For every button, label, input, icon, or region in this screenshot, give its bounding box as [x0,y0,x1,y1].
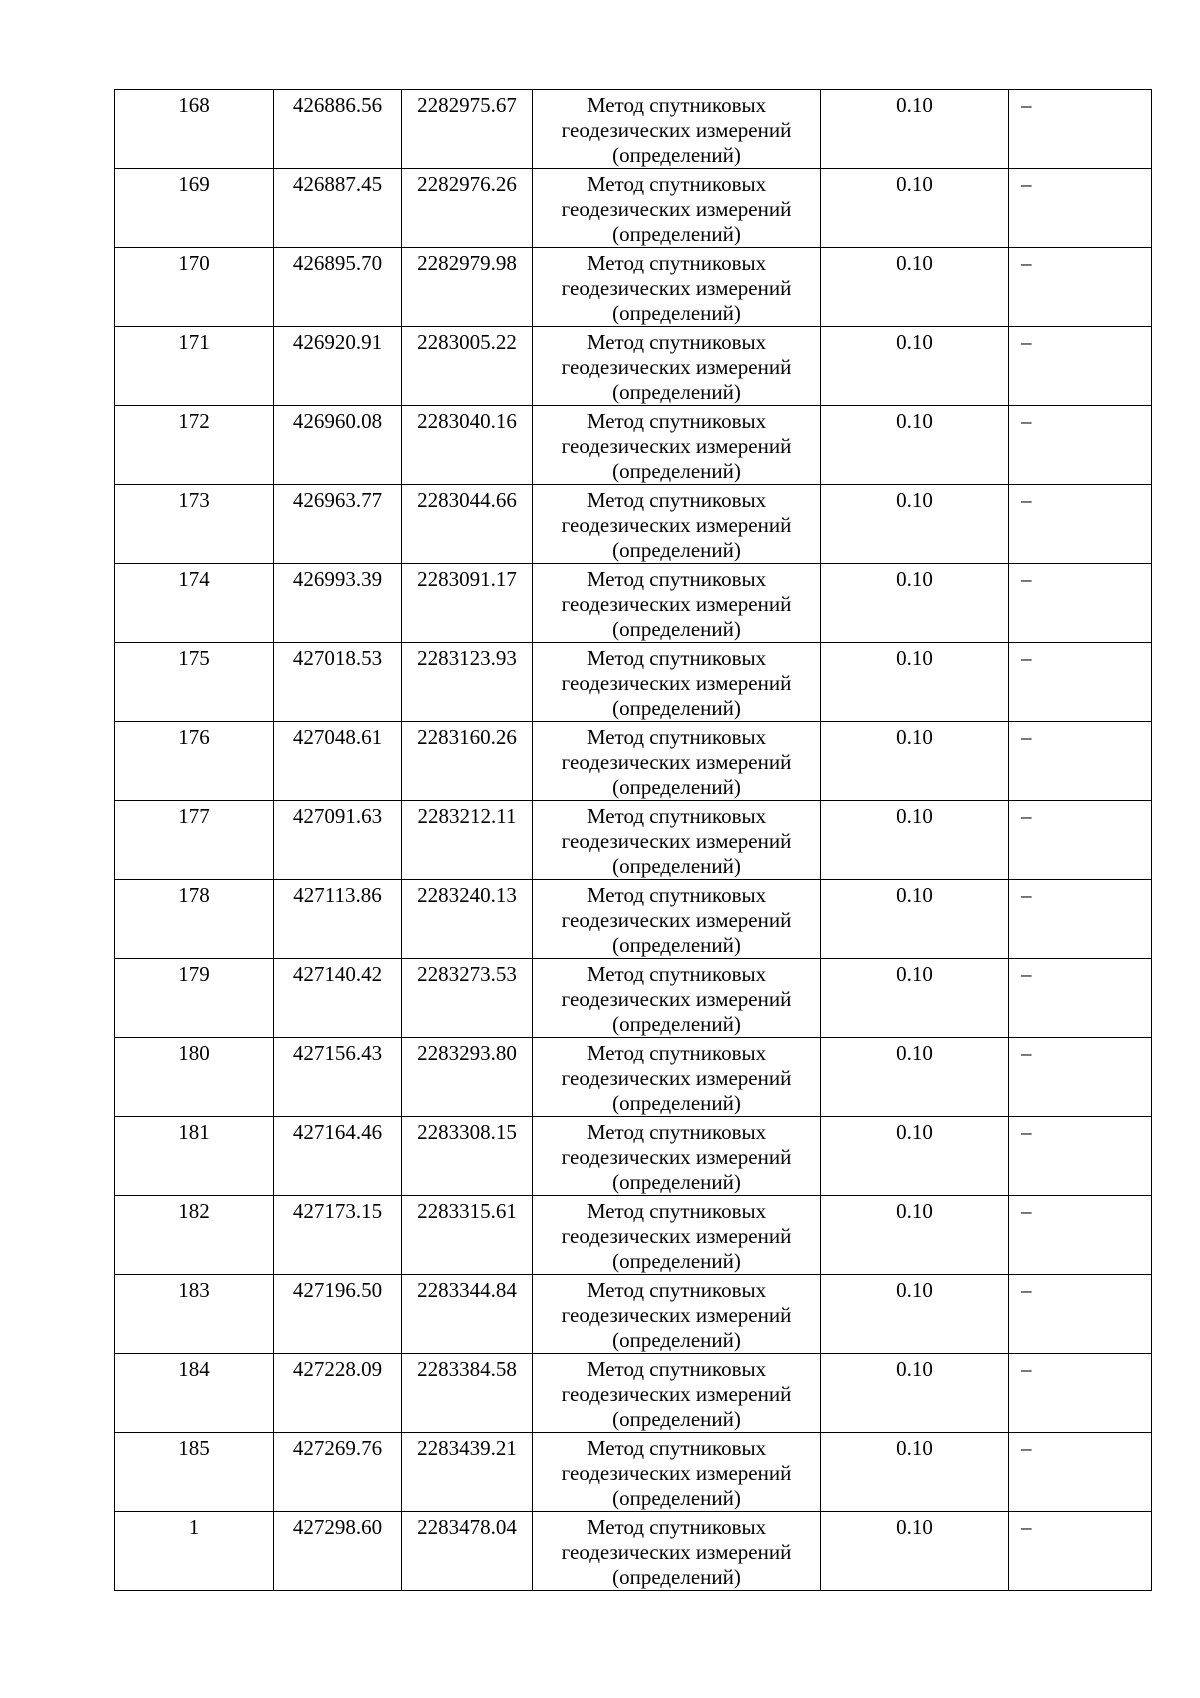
note-cell: – [1009,643,1152,722]
point-number-cell: 176 [115,722,274,801]
point-number-cell: 174 [115,564,274,643]
y-coordinate-cell: 2283240.13 [402,880,533,959]
accuracy-cell: 0.10 [821,1354,1009,1433]
method-cell: Метод спутниковых геодезических измерений (определений) [533,959,821,1038]
y-coordinate-cell: 2283212.11 [402,801,533,880]
y-coordinate-cell: 2283040.16 [402,406,533,485]
x-coordinate-cell: 427048.61 [274,722,402,801]
x-coordinate-cell: 427228.09 [274,1354,402,1433]
y-coordinate-cell: 2283273.53 [402,959,533,1038]
y-coordinate-cell: 2283160.26 [402,722,533,801]
method-cell: Метод спутниковых геодезических измерений (определений) [533,1196,821,1275]
note-cell: – [1009,564,1152,643]
coordinates-table-body [115,90,1152,1591]
point-number-cell: 184 [115,1354,274,1433]
point-number-cell: 185 [115,1433,274,1512]
method-cell: Метод спутниковых геодезических измерений (определений) [533,90,821,169]
point-number-cell: 183 [115,1275,274,1354]
y-coordinate-cell: 2283091.17 [402,564,533,643]
note-cell: – [1009,722,1152,801]
y-coordinate-cell: 2283384.58 [402,1354,533,1433]
point-number-cell: 1 [115,1512,274,1591]
method-cell: Метод спутниковых геодезических измерений (определений) [533,1038,821,1117]
table-row [115,959,1152,1038]
point-number-cell: 175 [115,643,274,722]
x-coordinate-cell: 427173.15 [274,1196,402,1275]
method-cell: Метод спутниковых геодезических измерений (определений) [533,801,821,880]
point-number-cell: 169 [115,169,274,248]
note-cell: – [1009,327,1152,406]
note-cell: – [1009,801,1152,880]
point-number-cell: 170 [115,248,274,327]
accuracy-cell: 0.10 [821,1117,1009,1196]
method-cell: Метод спутниковых геодезических измерений (определений) [533,169,821,248]
x-coordinate-cell: 426887.45 [274,169,402,248]
method-cell: Метод спутниковых геодезических измерений (определений) [533,564,821,643]
y-coordinate-cell: 2283123.93 [402,643,533,722]
note-cell: – [1009,880,1152,959]
table-row [115,248,1152,327]
x-coordinate-cell: 427018.53 [274,643,402,722]
table-row [115,1038,1152,1117]
accuracy-cell: 0.10 [821,406,1009,485]
point-number-cell: 168 [115,90,274,169]
y-coordinate-cell: 2282976.26 [402,169,533,248]
accuracy-cell: 0.10 [821,1275,1009,1354]
table-row [115,1196,1152,1275]
accuracy-cell: 0.10 [821,327,1009,406]
point-number-cell: 180 [115,1038,274,1117]
method-cell: Метод спутниковых геодезических измерений (определений) [533,722,821,801]
method-cell: Метод спутниковых геодезических измерений (определений) [533,406,821,485]
accuracy-cell: 0.10 [821,1512,1009,1591]
point-number-cell: 173 [115,485,274,564]
note-cell: – [1009,248,1152,327]
point-number-cell: 178 [115,880,274,959]
accuracy-cell: 0.10 [821,485,1009,564]
x-coordinate-cell: 427164.46 [274,1117,402,1196]
table-row [115,1512,1152,1591]
x-coordinate-cell: 427156.43 [274,1038,402,1117]
x-coordinate-cell: 427091.63 [274,801,402,880]
note-cell: – [1009,406,1152,485]
note-cell: – [1009,1512,1152,1591]
x-coordinate-cell: 427140.42 [274,959,402,1038]
x-coordinate-cell: 427298.60 [274,1512,402,1591]
accuracy-cell: 0.10 [821,643,1009,722]
accuracy-cell: 0.10 [821,248,1009,327]
y-coordinate-cell: 2282979.98 [402,248,533,327]
x-coordinate-cell: 426993.39 [274,564,402,643]
x-coordinate-cell: 426963.77 [274,485,402,564]
x-coordinate-cell: 426960.08 [274,406,402,485]
note-cell: – [1009,1196,1152,1275]
y-coordinate-cell: 2283478.04 [402,1512,533,1591]
accuracy-cell: 0.10 [821,1433,1009,1512]
x-coordinate-cell: 426895.70 [274,248,402,327]
note-cell: – [1009,1354,1152,1433]
accuracy-cell: 0.10 [821,959,1009,1038]
table-row [115,801,1152,880]
x-coordinate-cell: 426920.91 [274,327,402,406]
note-cell: – [1009,169,1152,248]
method-cell: Метод спутниковых геодезических измерений (определений) [533,327,821,406]
y-coordinate-cell: 2283439.21 [402,1433,533,1512]
table-row [115,1354,1152,1433]
point-number-cell: 179 [115,959,274,1038]
note-cell: – [1009,1275,1152,1354]
table-row [115,564,1152,643]
note-cell: – [1009,1117,1152,1196]
y-coordinate-cell: 2283315.61 [402,1196,533,1275]
note-cell: – [1009,1433,1152,1512]
note-cell: – [1009,485,1152,564]
x-coordinate-cell: 427113.86 [274,880,402,959]
accuracy-cell: 0.10 [821,880,1009,959]
accuracy-cell: 0.10 [821,90,1009,169]
accuracy-cell: 0.10 [821,722,1009,801]
table-row [115,485,1152,564]
table-row [115,880,1152,959]
accuracy-cell: 0.10 [821,564,1009,643]
method-cell: Метод спутниковых геодезических измерений (определений) [533,485,821,564]
method-cell: Метод спутниковых геодезических измерений (определений) [533,1275,821,1354]
point-number-cell: 182 [115,1196,274,1275]
point-number-cell: 171 [115,327,274,406]
method-cell: Метод спутниковых геодезических измерений (определений) [533,1354,821,1433]
table-row [115,1275,1152,1354]
table-row [115,1433,1152,1512]
accuracy-cell: 0.10 [821,801,1009,880]
note-cell: – [1009,959,1152,1038]
table-row [115,1117,1152,1196]
method-cell: Метод спутниковых геодезических измерений (определений) [533,880,821,959]
point-number-cell: 181 [115,1117,274,1196]
coordinates-table [114,89,1152,1591]
note-cell: – [1009,1038,1152,1117]
accuracy-cell: 0.10 [821,1038,1009,1117]
point-number-cell: 172 [115,406,274,485]
y-coordinate-cell: 2283005.22 [402,327,533,406]
method-cell: Метод спутниковых геодезических измерений (определений) [533,643,821,722]
point-number-cell: 177 [115,801,274,880]
y-coordinate-cell: 2282975.67 [402,90,533,169]
y-coordinate-cell: 2283044.66 [402,485,533,564]
y-coordinate-cell: 2283344.84 [402,1275,533,1354]
table-row [115,169,1152,248]
accuracy-cell: 0.10 [821,1196,1009,1275]
table-row [115,406,1152,485]
note-cell: – [1009,90,1152,169]
y-coordinate-cell: 2283308.15 [402,1117,533,1196]
accuracy-cell: 0.10 [821,169,1009,248]
table-row [115,90,1152,169]
method-cell: Метод спутниковых геодезических измерений (определений) [533,1512,821,1591]
x-coordinate-cell: 427269.76 [274,1433,402,1512]
x-coordinate-cell: 426886.56 [274,90,402,169]
table-row [115,643,1152,722]
method-cell: Метод спутниковых геодезических измерений (определений) [533,248,821,327]
method-cell: Метод спутниковых геодезических измерений (определений) [533,1117,821,1196]
y-coordinate-cell: 2283293.80 [402,1038,533,1117]
x-coordinate-cell: 427196.50 [274,1275,402,1354]
table-row [115,327,1152,406]
table-row [115,722,1152,801]
method-cell: Метод спутниковых геодезических измерений (определений) [533,1433,821,1512]
